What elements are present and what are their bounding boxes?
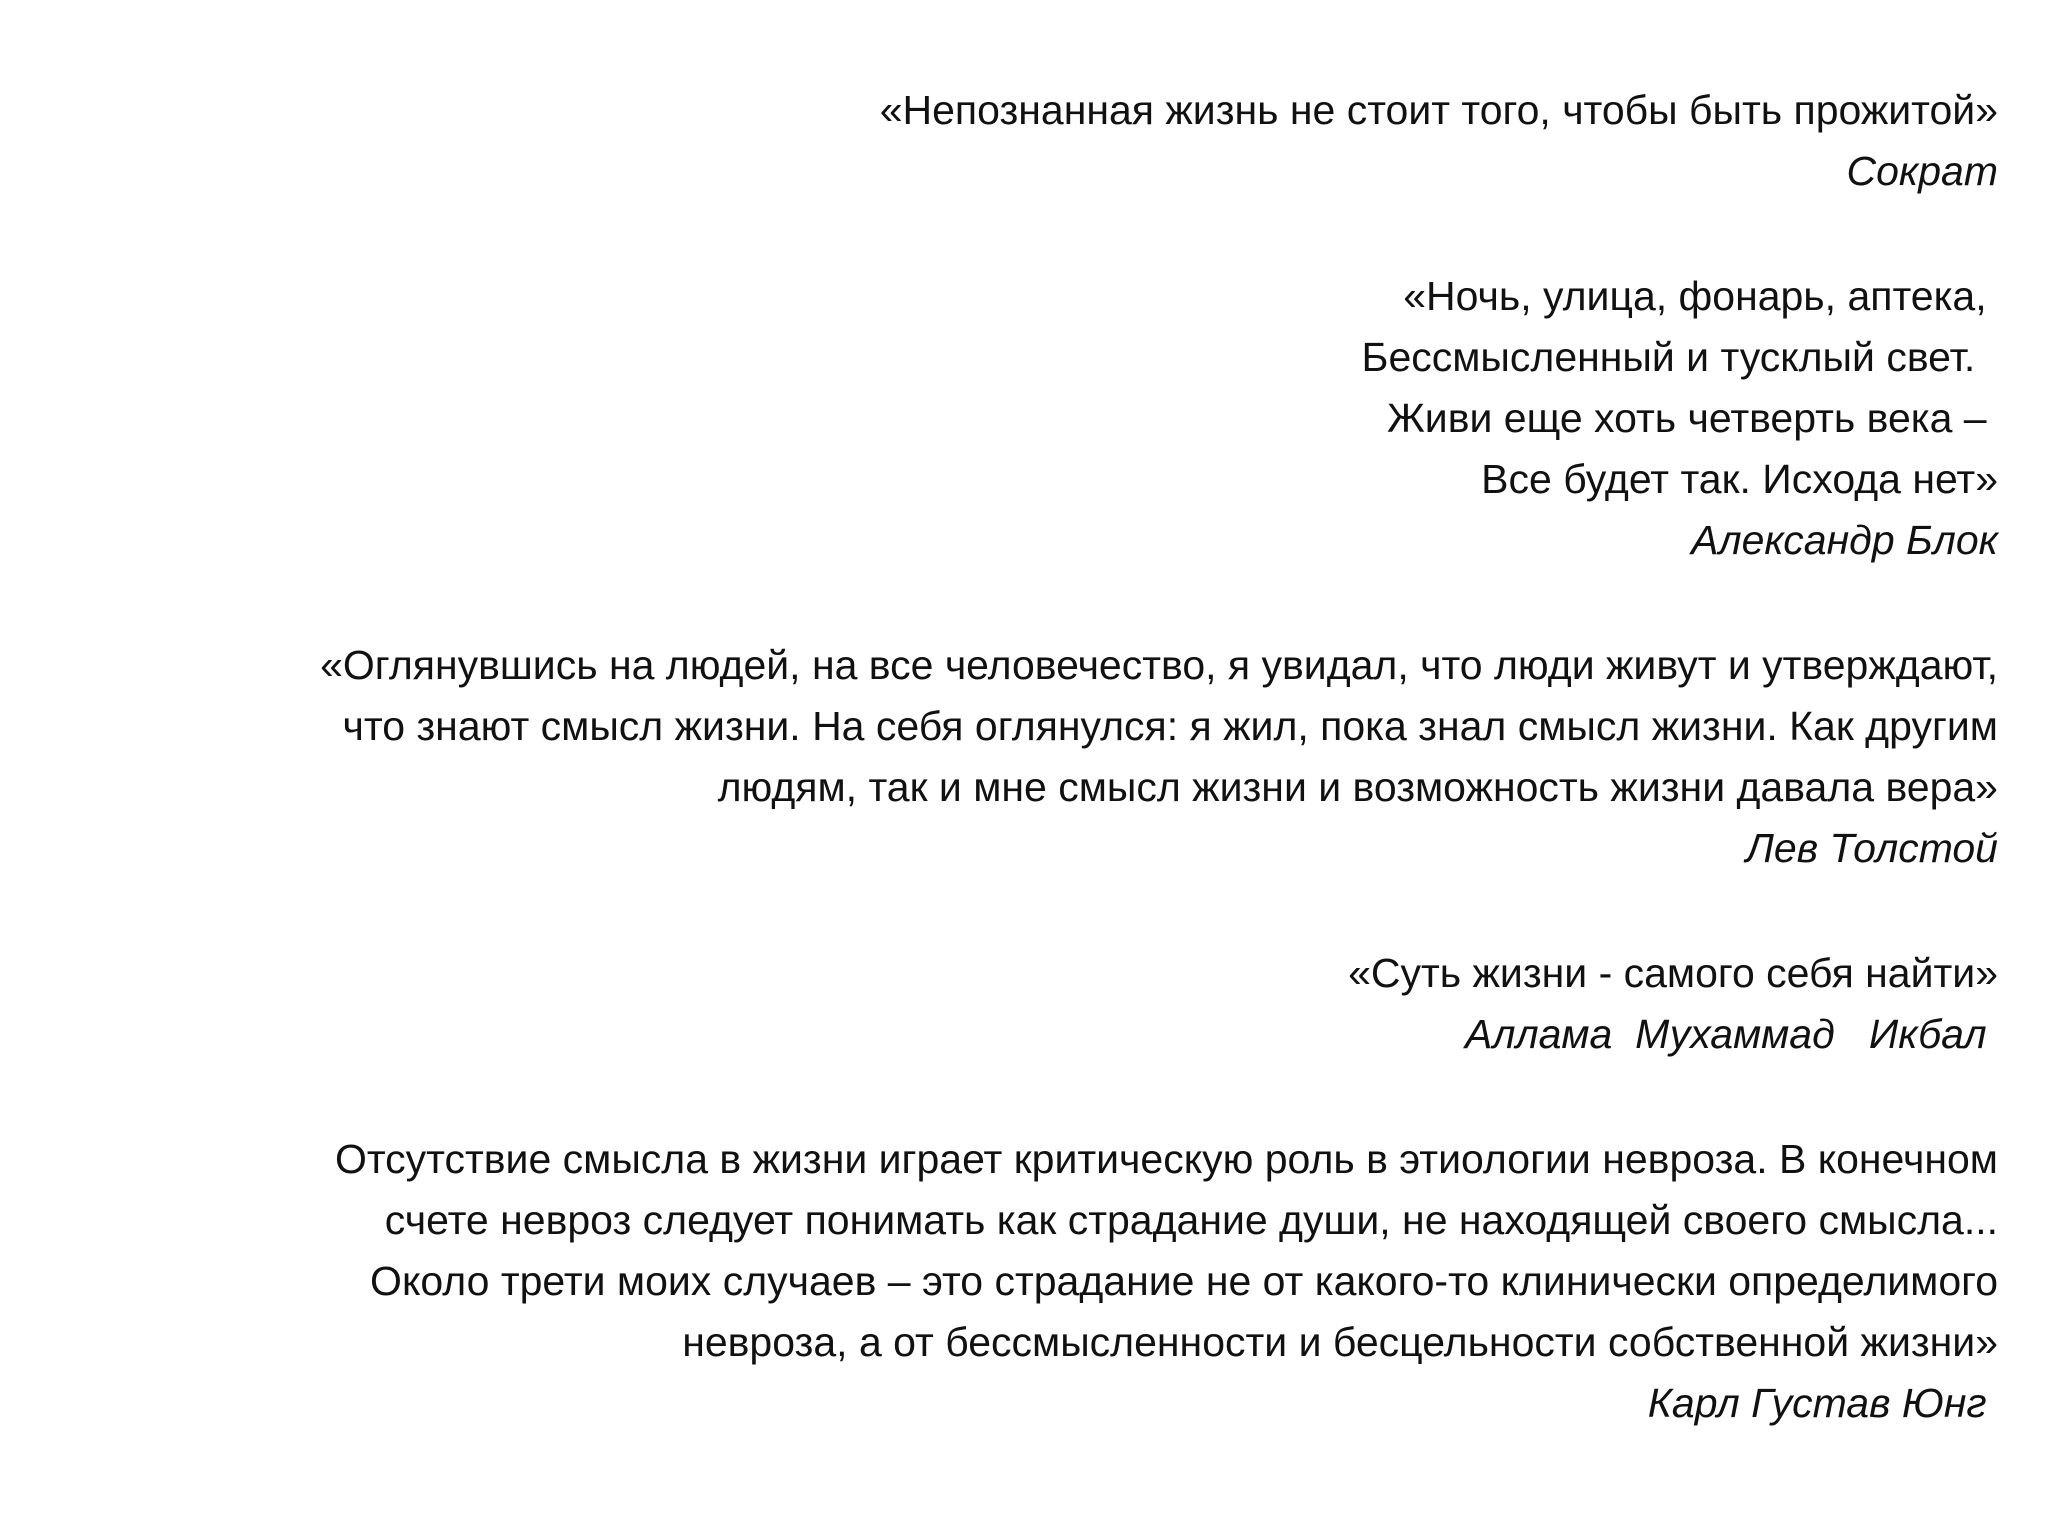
spacer bbox=[60, 1065, 1998, 1129]
quote-line: «Непознанная жизнь не стоит того, чтобы быть прожитой» bbox=[879, 87, 1998, 133]
quote-author: Лев Толстой bbox=[1745, 825, 1998, 871]
quote-author: Карл Густав Юнг bbox=[1647, 1380, 1998, 1426]
quotes-column bbox=[60, 80, 1998, 1434]
quote-blok bbox=[60, 266, 1998, 571]
quote-line: «Оглянувшись на людей, на все человечество, я увидал, что люди живут и утверждают, bbox=[320, 642, 1998, 688]
quote-tolstoy bbox=[60, 635, 1998, 879]
quote-iqbal bbox=[60, 943, 1998, 1065]
quote-line: «Суть жизни - самого себя найти» bbox=[1348, 950, 1998, 996]
quote-jung bbox=[60, 1129, 1998, 1434]
spacer bbox=[60, 879, 1998, 943]
quote-line: Живи еще хоть четверть века – bbox=[1386, 395, 1998, 441]
quote-line: Отсутствие смысла в жизни играет критическую роль в этиологии невроза. В конечном bbox=[334, 1136, 1998, 1182]
quote-author: Александр Блок bbox=[1691, 517, 1998, 563]
quote-line: Бессмысленный и тусклый свет. bbox=[1361, 334, 1998, 380]
quote-author: Сократ bbox=[1846, 148, 1998, 194]
quote-socrates bbox=[60, 80, 1998, 202]
quote-line: Около трети моих случаев – это страдание не от какого-то клинически определимого bbox=[370, 1258, 1998, 1304]
quote-line: невроза, а от бессмысленности и бесцельности собственной жизни» bbox=[682, 1319, 1998, 1365]
quote-line: счете невроз следует понимать как страдание души, не находящей своего смысла... bbox=[384, 1197, 1998, 1243]
spacer bbox=[60, 571, 1998, 635]
quote-line: Все будет так. Исхода нет» bbox=[1481, 456, 1998, 502]
quote-author: Аллама Мухаммад Икбал bbox=[1465, 1011, 1998, 1057]
quote-line: людям, так и мне смысл жизни и возможность жизни давала вера» bbox=[717, 764, 1998, 810]
quote-line: что знают смысл жизни. На себя оглянулся: я жил, пока знал смысл жизни. Как другим bbox=[342, 703, 1998, 749]
spacer bbox=[60, 202, 1998, 266]
quote-line: «Ночь, улица, фонарь, аптека, bbox=[1403, 273, 1998, 319]
